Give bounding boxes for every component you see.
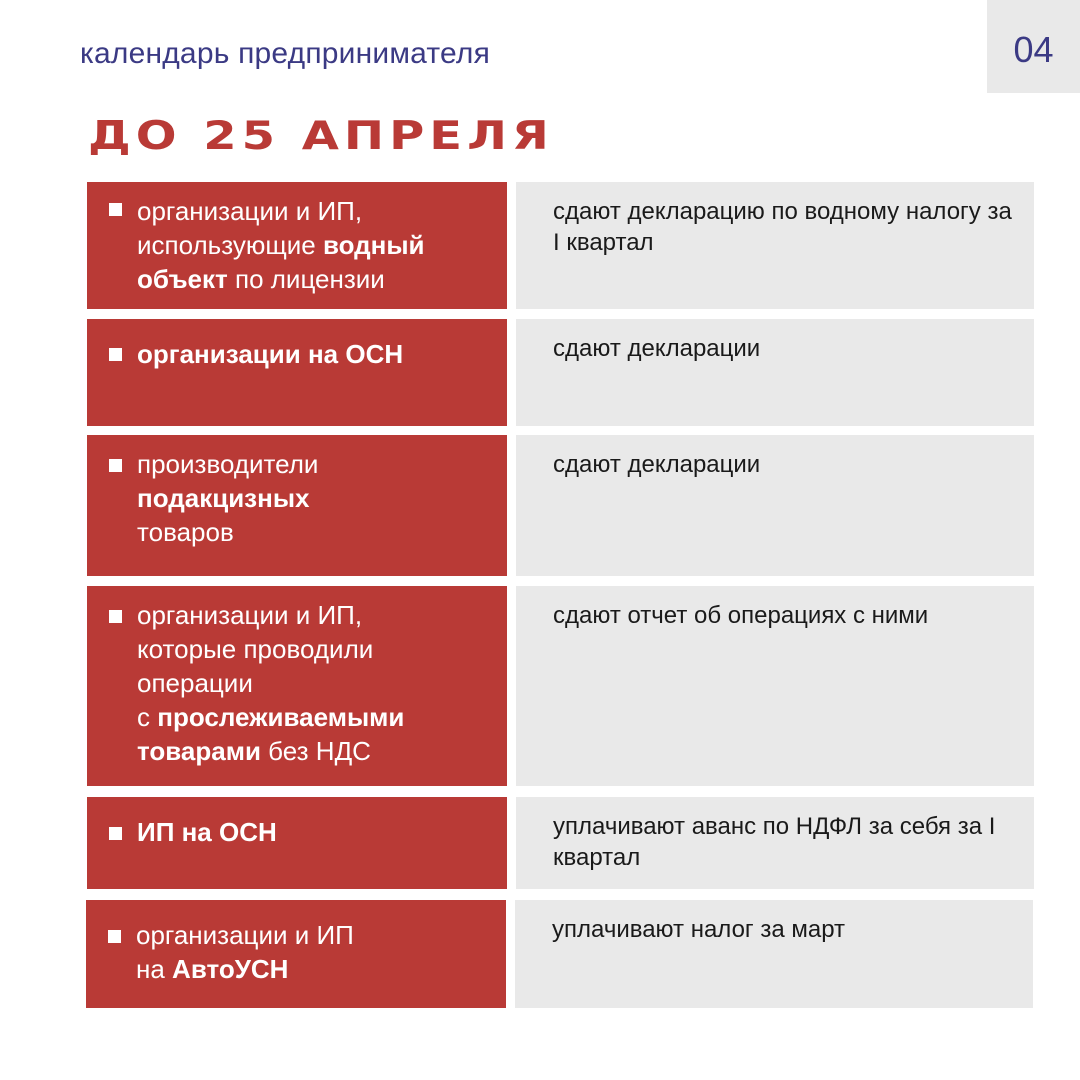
taxpayer-text-line: использующие bbox=[137, 230, 323, 260]
taxpayer-text bbox=[137, 337, 492, 371]
page-number-box bbox=[987, 0, 1080, 93]
table-row bbox=[87, 797, 1034, 889]
taxpayer-text-line: организации и ИП bbox=[136, 920, 354, 950]
table-row bbox=[87, 586, 1034, 786]
taxpayer-text-line: по лицензии bbox=[227, 264, 385, 294]
taxpayer-text-line: операции bbox=[137, 668, 253, 698]
square-bullet-icon bbox=[109, 459, 122, 472]
obligation-text: сдают декларацию по водному налогу за I квартал bbox=[553, 198, 1012, 256]
taxpayer-text-line: с bbox=[137, 702, 158, 732]
deadline-heading: ДО 25 АПРЕЛЯ bbox=[88, 112, 554, 159]
taxpayer-text bbox=[136, 918, 491, 986]
taxpayer-text-highlight: АвтоУСН bbox=[172, 954, 289, 984]
square-bullet-icon bbox=[109, 348, 122, 361]
taxpayer-cell bbox=[87, 797, 507, 889]
obligation-cell bbox=[516, 586, 1034, 786]
square-bullet-icon bbox=[109, 203, 122, 216]
taxpayer-text-line: производители bbox=[137, 449, 319, 479]
square-bullet-icon bbox=[108, 930, 121, 943]
obligation-text: уплачивают аванс по НДФЛ за себя за I квартал bbox=[553, 813, 996, 871]
table-row bbox=[87, 319, 1034, 426]
obligation-cell bbox=[516, 435, 1034, 576]
taxpayer-cell bbox=[87, 319, 507, 426]
square-bullet-icon bbox=[109, 827, 122, 840]
taxpayer-text bbox=[137, 194, 492, 296]
obligation-cell bbox=[515, 900, 1033, 1008]
taxpayer-text bbox=[137, 598, 492, 768]
header-title: календарь предпринимателя bbox=[80, 37, 491, 70]
taxpayer-text-highlight: ИП на ОСН bbox=[137, 817, 277, 847]
taxpayer-text-highlight: подакцизных bbox=[137, 483, 310, 513]
taxpayer-cell bbox=[87, 182, 507, 309]
obligation-cell bbox=[516, 319, 1034, 426]
taxpayer-cell bbox=[86, 900, 506, 1008]
taxpayer-text-highlight: водный bbox=[322, 230, 425, 260]
taxpayer-text-highlight: объект bbox=[137, 264, 228, 294]
taxpayer-text bbox=[137, 447, 492, 549]
obligation-cell bbox=[516, 182, 1034, 309]
obligation-text: уплачивают налог за март bbox=[552, 916, 846, 943]
taxpayer-text-line: организации и ИП, bbox=[137, 196, 363, 226]
taxpayer-text-line: без НДС bbox=[260, 736, 371, 766]
obligation-text: сдают отчет об операциях с ними bbox=[553, 602, 929, 629]
taxpayer-cell bbox=[87, 435, 507, 576]
obligation-cell bbox=[516, 797, 1034, 889]
square-bullet-icon bbox=[109, 610, 122, 623]
obligation-text: сдают декларации bbox=[553, 451, 761, 478]
taxpayer-text-highlight: организации на ОСН bbox=[137, 339, 404, 369]
table-row bbox=[87, 435, 1034, 576]
taxpayer-text-highlight: товарами bbox=[137, 736, 261, 766]
taxpayer-text-line: товаров bbox=[137, 517, 234, 547]
taxpayer-text-line: организации и ИП, bbox=[137, 600, 363, 630]
taxpayer-cell bbox=[87, 586, 507, 786]
taxpayer-text bbox=[137, 815, 492, 849]
taxpayer-text-highlight: прослеживаемыми bbox=[157, 702, 405, 732]
table-row bbox=[87, 182, 1034, 309]
taxpayer-text-line: на bbox=[136, 954, 173, 984]
taxpayer-text-line: которые проводили bbox=[137, 634, 374, 664]
obligation-text: сдают декларации bbox=[553, 335, 761, 362]
table-row bbox=[86, 900, 1033, 1008]
page-number: 04 bbox=[1013, 29, 1054, 70]
